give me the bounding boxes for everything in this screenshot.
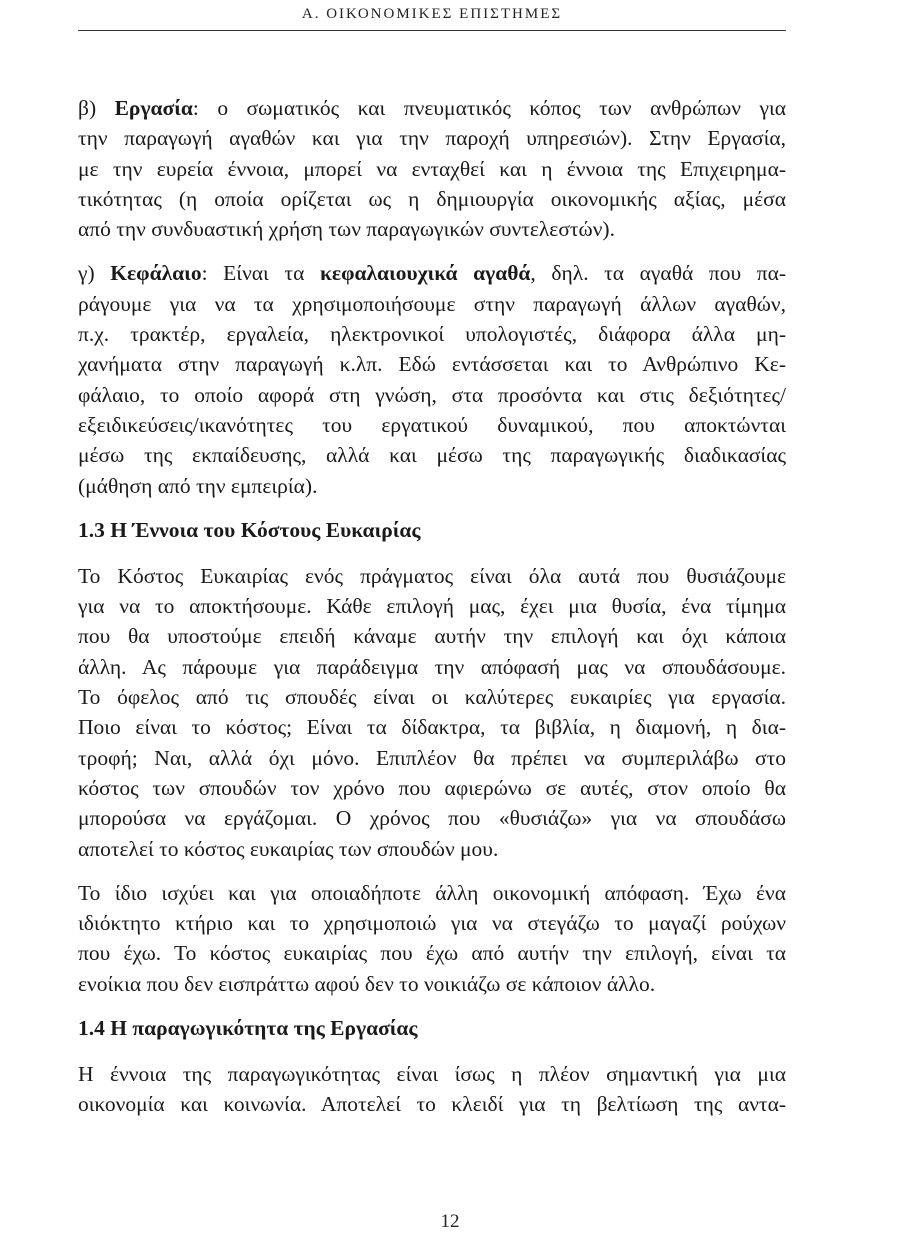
text-line: από την συνδυαστική χρήση των παραγωγικών συντελεστών). <box>78 217 615 242</box>
text-line: άλλη. Ας πάρουμε για παράδειγμα την απόφασή μας να σπουδάσουμε. <box>78 654 786 679</box>
text-line: που θα υποστούμε επειδή κάναμε αυτήν την επιλογή και όχι κάποια <box>78 624 786 649</box>
text-line: μπορούσα να εργάζομαι. Ο χρόνος που «θυσιάζω» για να σπουδάσω <box>78 806 786 831</box>
text-line: Το Κόστος Ευκαιρίας ενός πράγματος είναι όλα αυτά που θυσιάζουμε <box>78 563 786 588</box>
text-line: ράγουμε για να τα χρησιμοποιήσουμε στην παραγωγή άλλων αγαθών, <box>78 291 786 316</box>
text-line: αποτελεί το κόστος ευκαιρίας των σπουδών μου. <box>78 836 499 861</box>
paragraph-productivity <box>78 1059 786 1120</box>
text-line: κόστος των σπουδών τον χρόνο που αφιερώνω σε αυτές, στον οποίο θα <box>78 775 786 800</box>
text-line: β) Εργασία: ο σωματικός και πνευματικός κόπος των ανθρώπων για <box>78 96 786 120</box>
paragraph-labor <box>78 93 786 244</box>
text-line: την παραγωγή αγαθών και για την παροχή υπηρεσιών). Στην Εργασία, <box>78 126 786 151</box>
text-line: ενοίκια που δεν εισπράττω αφού δεν το νοικιάζω σε κάποιον άλλο. <box>78 971 656 996</box>
header-rule <box>78 30 786 31</box>
text-line: π.χ. τρακτέρ, εργαλεία, ηλεκτρονικοί υπολογιστές, διάφορα άλλα μη- <box>78 322 786 347</box>
text-line: για να το αποκτήσουμε. Κάθε επιλογή μας, έχει μια θυσία, ένα τίμημα <box>78 594 786 619</box>
paragraph-opportunity-cost <box>78 561 786 864</box>
term-capital-goods: κεφαλαιουχικά αγαθά <box>319 261 531 286</box>
paragraph-same-applies <box>78 878 786 999</box>
text-line: Το όφελος από τις σπουδές είναι οι καλύτερες ευκαιρίες για εργασία. <box>78 685 786 710</box>
text-line: τικότητας (η οποία ορίζεται ως η δημιουργία οικονομικής αξίας, μέσα <box>78 186 786 211</box>
text-line: Η έννοια της παραγωγικότητας είναι ίσως η πλέον σημαντική για μια <box>78 1062 786 1087</box>
text-line: Ποιο είναι το κόστος; Είναι τα δίδακτρα, τα βιβλία, η διαμονή, η δια- <box>78 715 786 740</box>
text-line: ιδιόκτητο κτήριο και το χρησιμοποιώ για να στεγάζω το μαγαζί ρούχων <box>78 911 786 936</box>
text-line: με την ευρεία έννοια, μπορεί να ενταχθεί και η έννοια της Επιχειρημα- <box>78 156 786 181</box>
text-line: χανήματα στην παραγωγή κ.λπ. Εδώ εντάσσεται και το Ανθρώπινο Κε- <box>78 352 786 377</box>
text-line: μέσω της εκπαίδευσης, αλλά και μέσω της παραγωγικής διαδικασίας <box>78 443 786 468</box>
page-body <box>78 93 786 1134</box>
running-header: Α. ΟΙΚΟΝΟΜΙΚΕΣ ΕΠΙΣΤΗΜΕΣ <box>301 6 563 22</box>
section-heading-1-4: 1.4 Η παραγωγικότητα της Εργασίας <box>78 1016 418 1041</box>
text-line: εξειδικεύσεις/ικανότητες του εργατικού δυναμικού, που αποκτώνται <box>78 412 786 437</box>
page-number: 12 <box>440 1211 460 1232</box>
text-line: γ) Κεφάλαιο: Είναι τα κεφαλαιουχικά αγαθά, δηλ. τα αγαθά που πα- <box>78 261 786 286</box>
paragraph-capital <box>78 258 786 500</box>
text-line: που έχω. Το κόστος ευκαιρίας που έχω από αυτήν την επιλογή, είναι τα <box>78 941 786 966</box>
text-line: Το ίδιο ισχύει και για οποιαδήποτε άλλη οικονομική απόφαση. Έχω ένα <box>78 880 786 905</box>
text-line: τροφή; Ναι, αλλά όχι μόνο. Επιπλέον θα πρέπει να συμπεριλάβω στο <box>78 745 786 770</box>
text-line: (μάθηση από την εμπειρία). <box>78 473 318 498</box>
term-capital: Κεφάλαιο <box>110 261 202 286</box>
term-labor: Εργασία <box>114 96 193 120</box>
text-line: φάλαιο, το οποίο αφορά στη γνώση, στα προσόντα και στις δεξιότητες/ <box>78 382 786 407</box>
section-heading-1-3: 1.3 Η Έννοια του Κόστους Ευκαιρίας <box>78 517 421 542</box>
text-line: οικονομία και κοινωνία. Αποτελεί το κλειδί για τη βελτίωση της αντα- <box>78 1092 786 1117</box>
